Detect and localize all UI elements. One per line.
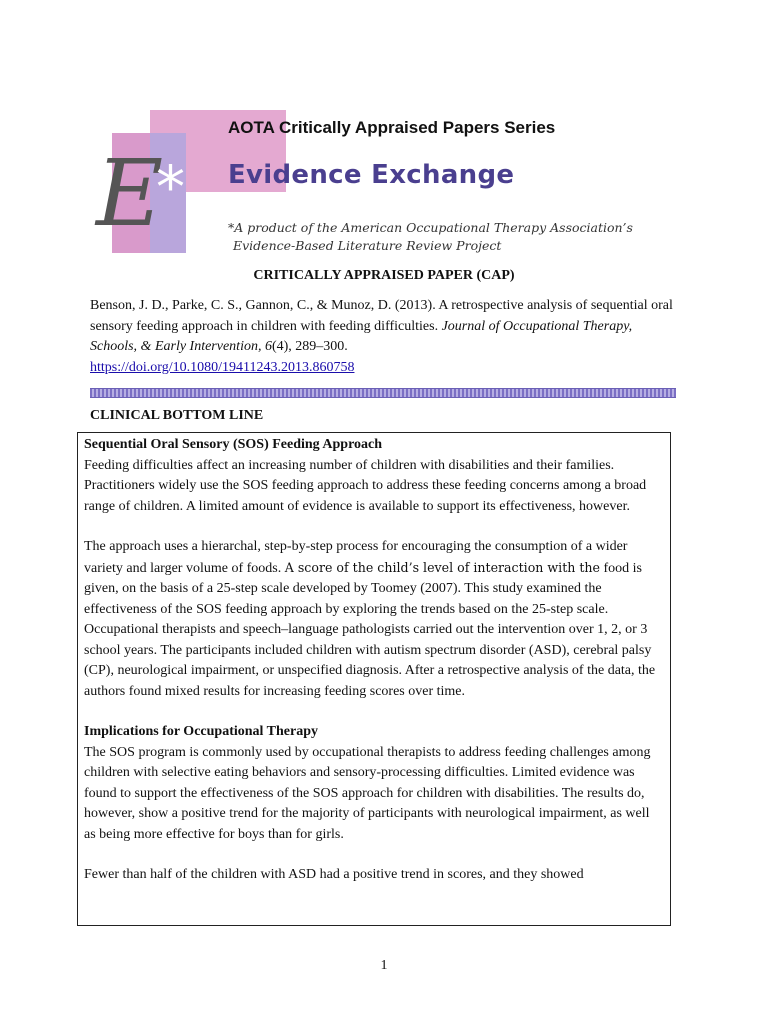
series-prefix: AOTA: [228, 118, 275, 137]
box-paragraph-3: The SOS program is commonly used by occupational therapists to address feeding challenges among children with selective eating behaviors and sensory-processing difficulties. Limited evidence was found to support the effectiveness of the SOS approach for children with disabilities. The results do, however, show a positive trend for the majority of participants with neurological impairment, as well as being more effective for boys than for girls.: [84, 744, 651, 842]
citation-authors: Benson, J. D., Parke, C. S., Gannon, C., & Munoz, D. (2013). A retrospective analysis of sequential oral sensory feeding approach in children with feeding difficulties.: [90, 298, 673, 334]
citation-journal: Journal of Occupational Therapy, Schools, & Early Intervention, 6: [90, 318, 633, 354]
clinical-bottom-line-box: [77, 432, 671, 926]
paragraph-gap: [84, 517, 664, 537]
page-number: 1: [380, 958, 388, 973]
tagline-line-1: *A product of the American Occupational Therapy Association’s: [228, 220, 633, 235]
box-paragraph-2-b: A score of the child’s level of interaction with the: [284, 559, 600, 575]
document-header: [0, 0, 768, 270]
paragraph-gap: [84, 702, 664, 722]
tagline: [228, 219, 633, 255]
box-paragraph-2: [84, 537, 664, 702]
doi-link[interactable]: https://doi.org/10.1080/19411243.2013.860758: [90, 359, 355, 375]
section-divider: [90, 388, 676, 398]
citation-issue: (4), 289–300.: [271, 339, 348, 354]
box-paragraph-2-a: The approach uses a hierarchal, step-by-step process for encouraging the consumption of a wider variety and larger volume of foods.: [84, 539, 628, 576]
brand-title: Evidence Exchange: [228, 160, 515, 190]
box-paragraph-2-c: food is given, on the basis of a 25-step scale developed by Toomey (2007). This study examined the effectiveness of the SOS feeding approach by exploring the trends based on the 25-step scale. Occupational therapists and speech–language pathologists carried out the intervention over 1, 2, or 3 school years. The participants included children with autism spectrum disorder (ASD), cerebral palsy (CP), neurological impairment, or unspecified diagnosis. After a retrospective analysis of the data, the authors found mixed results for increasing feeding scores over time.: [84, 560, 656, 699]
box-heading-implications: Implications for Occupational Therapy: [84, 724, 319, 739]
box-paragraph-1: Feeding difficulties affect an increasing number of children with disabilities and their families. Practitioners widely use the SOS feeding approach to address these feeding concerns among a broad range of children. A limited amount of evidence is available to support its effectiveness, however.: [84, 457, 647, 514]
tagline-line-2: Evidence-Based Literature Review Project: [233, 238, 502, 253]
logo-letter: E: [96, 140, 164, 247]
section-heading: CLINICAL BOTTOM LINE: [90, 408, 264, 423]
box-heading-sos: Sequential Oral Sensory (SOS) Feeding Approach: [84, 437, 383, 452]
series-title: [228, 118, 555, 138]
cap-title: CRITICALLY APPRAISED PAPER (CAP): [253, 268, 515, 283]
paragraph-gap: [84, 845, 664, 865]
series-title-text: Critically Appraised Papers Series: [279, 118, 556, 137]
box-paragraph-4: Fewer than half of the children with ASD had a positive trend in scores, and they showed: [84, 867, 584, 882]
asterisk-icon: *: [156, 153, 185, 221]
citation: [90, 296, 680, 378]
